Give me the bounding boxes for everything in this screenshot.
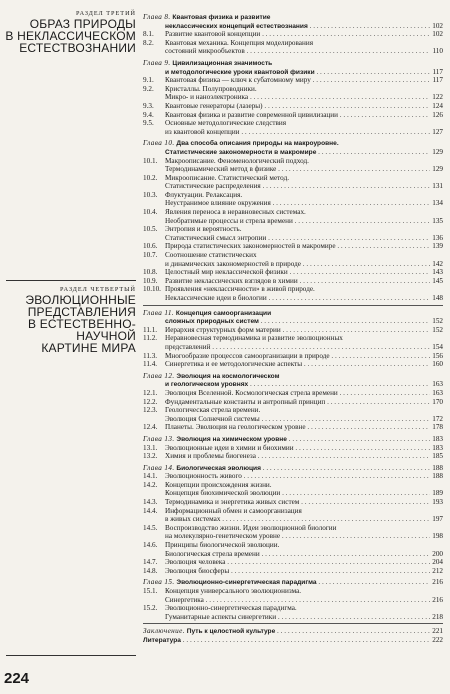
- section-entry[interactable]: [143, 30, 443, 39]
- page-ref: 117: [432, 67, 443, 76]
- chapter-title: Биологическая эволюция: [176, 464, 261, 472]
- section-continuation[interactable]: [143, 128, 443, 137]
- section-continuation[interactable]: [143, 182, 443, 191]
- section-entry[interactable]: [143, 567, 443, 576]
- section-number: 12.1.: [143, 388, 158, 397]
- page-ref: 148: [432, 294, 443, 302]
- section-number: 11.4.: [143, 360, 158, 369]
- section-number: 8.1.: [143, 30, 154, 39]
- section-number: 9.5.: [143, 119, 154, 128]
- page-ref: 142: [432, 259, 443, 268]
- section-title: Статистические распределения: [165, 182, 261, 191]
- section-title: Неравновесная термодинамика и развитие эволюционных: [165, 334, 343, 343]
- section-title: Эволюция Вселенной. Космологическая стрела времени: [165, 388, 338, 397]
- section-number: 10.3.: [143, 190, 158, 199]
- section-title: Термодинамика и энергетика живых систем: [165, 498, 300, 507]
- page-ref: 143: [432, 268, 443, 277]
- section-title: Концепция биохимической эволюции: [165, 489, 281, 498]
- page-ref: 216: [432, 578, 443, 587]
- page-ref: 129: [432, 165, 443, 174]
- section-entry[interactable]: [143, 111, 443, 120]
- chapter-title: Квантовая физика и развитие: [172, 14, 271, 21]
- section-number: 15.2.: [143, 604, 158, 613]
- page-ref: 185: [432, 452, 443, 461]
- part-title-line: КАРТИНЕ МИРА: [41, 341, 136, 355]
- section-number: 10.9.: [143, 276, 158, 285]
- section-entry[interactable]: [143, 472, 443, 481]
- page-ref: 218: [432, 612, 443, 621]
- page-ref: 134: [432, 199, 443, 208]
- section-number: 14.3.: [143, 498, 158, 507]
- page-ref: 197: [432, 515, 443, 524]
- section-title: Проявления «неклассичности» в живой природе.: [165, 285, 315, 294]
- section-title: представлений: [165, 342, 211, 351]
- chapter-title: Цивилизационная значимость: [172, 59, 273, 67]
- page-ref: 135: [432, 216, 443, 225]
- chapter-title: Эволюция на космологическом: [176, 372, 280, 380]
- section-title: Неклассические идеи в биологии: [165, 294, 267, 302]
- section-number: 10.4.: [143, 208, 158, 217]
- section-continuation[interactable]: [143, 489, 443, 498]
- section-entry[interactable]: [143, 119, 443, 128]
- chapter-entry[interactable]: [143, 627, 443, 636]
- chapter-title: Эволюционно-синергетическая парадигма: [176, 579, 317, 587]
- section-title: Природа статистических закономерностей в макромире: [165, 242, 336, 251]
- section-number: 8.2.: [143, 38, 154, 47]
- section-continuation[interactable]: [143, 343, 443, 352]
- section-number: 9.3.: [143, 101, 154, 110]
- page-ref: 160: [432, 360, 443, 369]
- section-entry[interactable]: [143, 39, 443, 48]
- section-entry[interactable]: [143, 481, 443, 490]
- page-ref: 200: [432, 549, 443, 558]
- section-title: Концепция универсального эволюционизма.: [165, 587, 302, 595]
- chapter-label: Глава 9.: [143, 58, 171, 67]
- section-title: Соотношение статистических: [165, 251, 257, 260]
- section-continuation[interactable]: [143, 199, 443, 208]
- chapter-entry[interactable]: [143, 309, 443, 318]
- page-ref: 139: [432, 242, 443, 251]
- section-title: Планеты. Эволюция на геологическом уровне: [165, 423, 306, 432]
- page-ref: 117: [432, 76, 443, 85]
- section-title: Синергетика и ее методологические аспекты: [165, 360, 303, 369]
- section-continuation[interactable]: [143, 515, 443, 524]
- part-title-line: ПРЕДСТАВЛЕНИЯ: [27, 305, 136, 319]
- section-title: Фундаментальные константы и антропный принцип: [165, 397, 326, 406]
- section-number: 10.5.: [143, 225, 158, 234]
- section-title: Эволюция человека: [165, 558, 226, 567]
- section-number: 14.1.: [143, 472, 158, 481]
- section-title: Необратимые процессы и стрела времени: [165, 216, 293, 225]
- section-entry[interactable]: [143, 524, 443, 533]
- chapter-label: Глава 10.: [143, 139, 175, 148]
- page-ref: 183: [432, 434, 443, 443]
- section-entry[interactable]: [143, 444, 443, 453]
- section-number: 12.2.: [143, 397, 158, 406]
- chapter-title-continuation[interactable]: [143, 380, 443, 389]
- part-three-heading: [4, 10, 136, 54]
- section-title: на молекулярно-генетическом уровне: [165, 532, 281, 541]
- part-kicker: РАЗДЕЛ ТРЕТИЙ: [75, 10, 136, 17]
- section-number: 10.1.: [143, 156, 158, 165]
- part-title-line: В НЕКЛАССИЧЕСКОМ: [5, 29, 136, 43]
- page-ref: 122: [432, 93, 443, 102]
- chapter-entry[interactable]: [143, 578, 443, 587]
- page-ref: 212: [432, 566, 443, 575]
- section-entry[interactable]: [143, 498, 443, 507]
- chapter-title-continuation[interactable]: [143, 148, 443, 157]
- page-ref: 222: [432, 635, 443, 644]
- section-number: 13.1.: [143, 443, 158, 452]
- chapter-entry[interactable]: [143, 59, 443, 68]
- section-title: Биологическая стрела времени: [165, 549, 260, 558]
- section-entry[interactable]: [143, 604, 443, 613]
- section-title: из квантовой концепции: [165, 127, 240, 136]
- section-title: Неустранимое влияние окружения: [165, 199, 271, 208]
- section-title: Термодинамический метод в физике: [165, 165, 277, 174]
- section-title: Иерархия структурных форм материи: [165, 325, 281, 334]
- section-entry[interactable]: [143, 251, 443, 260]
- section-divider: [143, 305, 443, 306]
- section-entry[interactable]: [143, 268, 443, 277]
- section-number: 14.2.: [143, 480, 158, 489]
- bibliography-entry[interactable]: [143, 636, 443, 645]
- section-number: 11.1.: [143, 325, 158, 334]
- section-entry[interactable]: [143, 326, 443, 335]
- section-title: и динамических закономерностей в природе: [165, 259, 301, 268]
- section-title: Развитие неклассических взглядов в химии: [165, 276, 298, 285]
- section-title: Квантовая механика. Концепция моделирования: [165, 38, 313, 47]
- section-number: 10.6.: [143, 242, 158, 251]
- section-entry[interactable]: [143, 398, 443, 407]
- section-title: Основные методологические следствия: [165, 119, 287, 128]
- chapter-title: неклассических концепций естествознания: [165, 22, 308, 30]
- part-title-line: В ЕСТЕСТВЕННО-: [27, 317, 136, 331]
- section-title: Эволюционно-синергетическая парадигма.: [165, 604, 297, 613]
- section-entry[interactable]: [143, 541, 443, 550]
- page-ref: 124: [432, 101, 443, 110]
- page-ref: 154: [432, 342, 443, 351]
- section-continuation[interactable]: [143, 550, 443, 559]
- section-title: Развитие квантовой концепции: [165, 30, 261, 39]
- page-ref: 204: [432, 558, 443, 567]
- section-title: Энтропия и вероятность.: [165, 225, 242, 234]
- chapter-label: Глава 12.: [143, 371, 175, 380]
- section-entry[interactable]: [143, 360, 443, 369]
- section-title: Микро- и наноэлектроника: [165, 93, 249, 102]
- section-number: 14.7.: [143, 558, 158, 567]
- chapter-label: Глава 14.: [143, 463, 175, 472]
- section-number: 9.4.: [143, 110, 154, 119]
- section-entry[interactable]: [143, 587, 443, 596]
- section-number: 10.10.: [143, 285, 161, 294]
- section-title: Геологическая стрела времени.: [165, 406, 261, 415]
- section-entry[interactable]: [143, 76, 443, 85]
- section-title: Информационный обмен и самоорганизация: [165, 506, 302, 515]
- section-entry[interactable]: [143, 174, 443, 183]
- section-number: 11.3.: [143, 351, 158, 360]
- section-title: Эволюционность живого: [165, 472, 242, 481]
- part-title-line: ЭВОЛЮЦИОННЫЕ: [25, 293, 136, 307]
- page-ref: 145: [432, 276, 443, 285]
- section-number: 10.7.: [143, 251, 158, 260]
- page-ref: 156: [432, 351, 443, 360]
- section-title: Концепции происхождения жизни.: [165, 480, 272, 489]
- section-continuation[interactable]: [143, 415, 443, 424]
- page-ref: 183: [432, 443, 443, 452]
- section-entry[interactable]: [143, 406, 443, 415]
- chapter-title: Концепция самоорганизации: [175, 309, 272, 317]
- section-number: 9.1.: [143, 76, 154, 85]
- section-title: Синергетика: [165, 595, 204, 604]
- section-title: Гуманитарные аспекты синергетики: [165, 612, 277, 621]
- section-title: Макроописание. Феноменологический подход.: [165, 156, 309, 165]
- section-title: Многообразие процессов самоорганизации в природе: [165, 351, 330, 360]
- page-ref: 127: [432, 127, 443, 136]
- page-ref: 178: [432, 423, 443, 432]
- section-entry[interactable]: [143, 85, 443, 94]
- page-ref: 189: [432, 489, 443, 498]
- section-continuation[interactable]: [143, 234, 443, 243]
- section-number: 15.1.: [143, 587, 158, 595]
- section-number: 12.4.: [143, 423, 158, 432]
- section-number: 14.5.: [143, 523, 158, 532]
- part-divider: [6, 655, 136, 656]
- page-ref: 188: [432, 472, 443, 481]
- section-title: Явления переноса в неравновесных системах.: [165, 208, 306, 217]
- page-ref: 216: [432, 595, 443, 604]
- section-continuation[interactable]: [143, 613, 443, 622]
- chapter-title: Два способа описания природы на макроуровне.: [176, 140, 339, 148]
- chapter-label: Глава 13.: [143, 434, 175, 443]
- chapter-entry[interactable]: [143, 464, 443, 473]
- page-ref: 163: [432, 380, 443, 389]
- section-number: 14.6.: [143, 541, 158, 550]
- section-entry[interactable]: [143, 102, 443, 111]
- section-entry[interactable]: [143, 242, 443, 251]
- table-of-contents: [143, 10, 443, 645]
- page-number: 224: [4, 670, 30, 687]
- section-title: в живых системах: [165, 515, 221, 524]
- page-ref: 129: [432, 147, 443, 156]
- section-title: Целостный мир неклассической физики: [165, 268, 288, 277]
- chapter-title: и геологическом уровнях: [165, 381, 249, 389]
- chapter-title-continuation[interactable]: [143, 68, 443, 77]
- section-continuation[interactable]: [143, 532, 443, 541]
- page-ref: 172: [432, 414, 443, 423]
- part-divider: [6, 280, 136, 281]
- part-four-heading: [4, 286, 136, 354]
- section-number: 13.2.: [143, 452, 158, 461]
- page-ref: 198: [432, 532, 443, 541]
- section-number: 10.2.: [143, 173, 158, 182]
- chapter-entry[interactable]: [143, 13, 443, 22]
- chapter-label: Глава 15.: [143, 578, 175, 587]
- section-title: Химия и проблемы биогенеза: [165, 452, 256, 461]
- section-title: Флуктуации. Релаксация.: [165, 190, 243, 199]
- chapter-label: Глава 8.: [143, 13, 171, 21]
- page-ref: 110: [432, 47, 443, 56]
- chapter-title: Эволюция на химическом уровне: [176, 435, 287, 443]
- chapter-label: Глава 11.: [143, 308, 175, 317]
- chapter-title-continuation[interactable]: [143, 22, 443, 31]
- page-ref: 221: [432, 627, 443, 636]
- section-continuation[interactable]: [143, 93, 443, 102]
- bibliography-title: Литература: [143, 636, 181, 644]
- page-ref: 136: [432, 233, 443, 242]
- section-number: 10.8.: [143, 268, 158, 277]
- section-title: Принципы биологической эволюции.: [165, 541, 280, 550]
- part-title-line: ОБРАЗ ПРИРОДЫ: [29, 17, 136, 31]
- section-number: 14.4.: [143, 506, 158, 515]
- page-ref: 152: [432, 317, 443, 326]
- section-entry[interactable]: [143, 225, 443, 234]
- page-ref: 163: [432, 388, 443, 397]
- page-ref: 102: [432, 30, 443, 39]
- page-ref: 102: [432, 21, 443, 30]
- part-kicker: РАЗДЕЛ ЧЕТВЕРТЫЙ: [60, 286, 136, 293]
- section-divider: [143, 623, 443, 624]
- section-entry[interactable]: [143, 285, 443, 294]
- section-title: Эволюция биосферы: [165, 566, 230, 575]
- chapter-title: Статистические закономерности в макромире: [165, 148, 317, 156]
- section-entry[interactable]: [143, 334, 443, 343]
- section-title: Эволюция Солнечной системы: [165, 414, 260, 423]
- section-continuation[interactable]: [143, 217, 443, 226]
- chapter-title: Путь к целостной культуре: [186, 628, 276, 636]
- section-title: Кристаллы. Полупроводники.: [165, 84, 257, 93]
- section-title: Эволюционные идеи в химии и биохимии: [165, 443, 294, 452]
- page-ref: 131: [432, 182, 443, 191]
- section-number: 12.3.: [143, 406, 158, 415]
- section-entry[interactable]: [143, 558, 443, 567]
- page-ref: 126: [432, 110, 443, 119]
- section-continuation[interactable]: [143, 47, 443, 56]
- chapter-title: сложных природных систем: [165, 318, 259, 326]
- section-entry[interactable]: [143, 157, 443, 166]
- section-entry[interactable]: [143, 389, 443, 398]
- section-entry[interactable]: [143, 191, 443, 200]
- chapter-entry[interactable]: [143, 435, 443, 444]
- section-title: Квантовая физика — ключ к субатомному миру: [165, 76, 311, 85]
- section-number: 11.2.: [143, 334, 158, 343]
- section-title: Квантовая физика и развитие современной цивилизации: [165, 110, 338, 119]
- section-title: Статистический смысл энтропии: [165, 233, 267, 242]
- section-continuation[interactable]: [143, 596, 443, 605]
- section-continuation[interactable]: [143, 294, 443, 303]
- section-entry[interactable]: [143, 208, 443, 217]
- chapter-label: Заключение.: [143, 627, 185, 636]
- page-ref: 193: [432, 498, 443, 507]
- section-title: Микроописание. Статистический метод.: [165, 173, 290, 182]
- section-entry[interactable]: [143, 507, 443, 516]
- section-continuation[interactable]: [143, 165, 443, 174]
- chapter-entry[interactable]: [143, 139, 443, 148]
- section-number: 14.8.: [143, 566, 158, 575]
- section-continuation[interactable]: [143, 260, 443, 269]
- section-entry[interactable]: [143, 423, 443, 432]
- section-entry[interactable]: [143, 452, 443, 461]
- section-title: Воспроизводство жизни. Идеи эволюционной биологии: [165, 523, 337, 532]
- chapter-title-continuation[interactable]: [143, 317, 443, 326]
- chapter-entry[interactable]: [143, 372, 443, 381]
- section-entry[interactable]: [143, 352, 443, 361]
- chapter-title: и методологические уроки квантовой физики: [165, 68, 315, 76]
- page-ref: 152: [432, 325, 443, 334]
- section-entry[interactable]: [143, 277, 443, 286]
- section-number: 9.2.: [143, 84, 154, 93]
- page-ref: 188: [432, 463, 443, 472]
- part-title-line: НАУЧНОЙ: [76, 329, 136, 343]
- section-title: Квантовые генераторы (лазеры): [165, 101, 263, 110]
- part-title-line: ЕСТЕСТВОЗНАНИИ: [19, 41, 136, 55]
- section-title: состояний микрообъектов: [165, 47, 245, 56]
- page-ref: 170: [432, 397, 443, 406]
